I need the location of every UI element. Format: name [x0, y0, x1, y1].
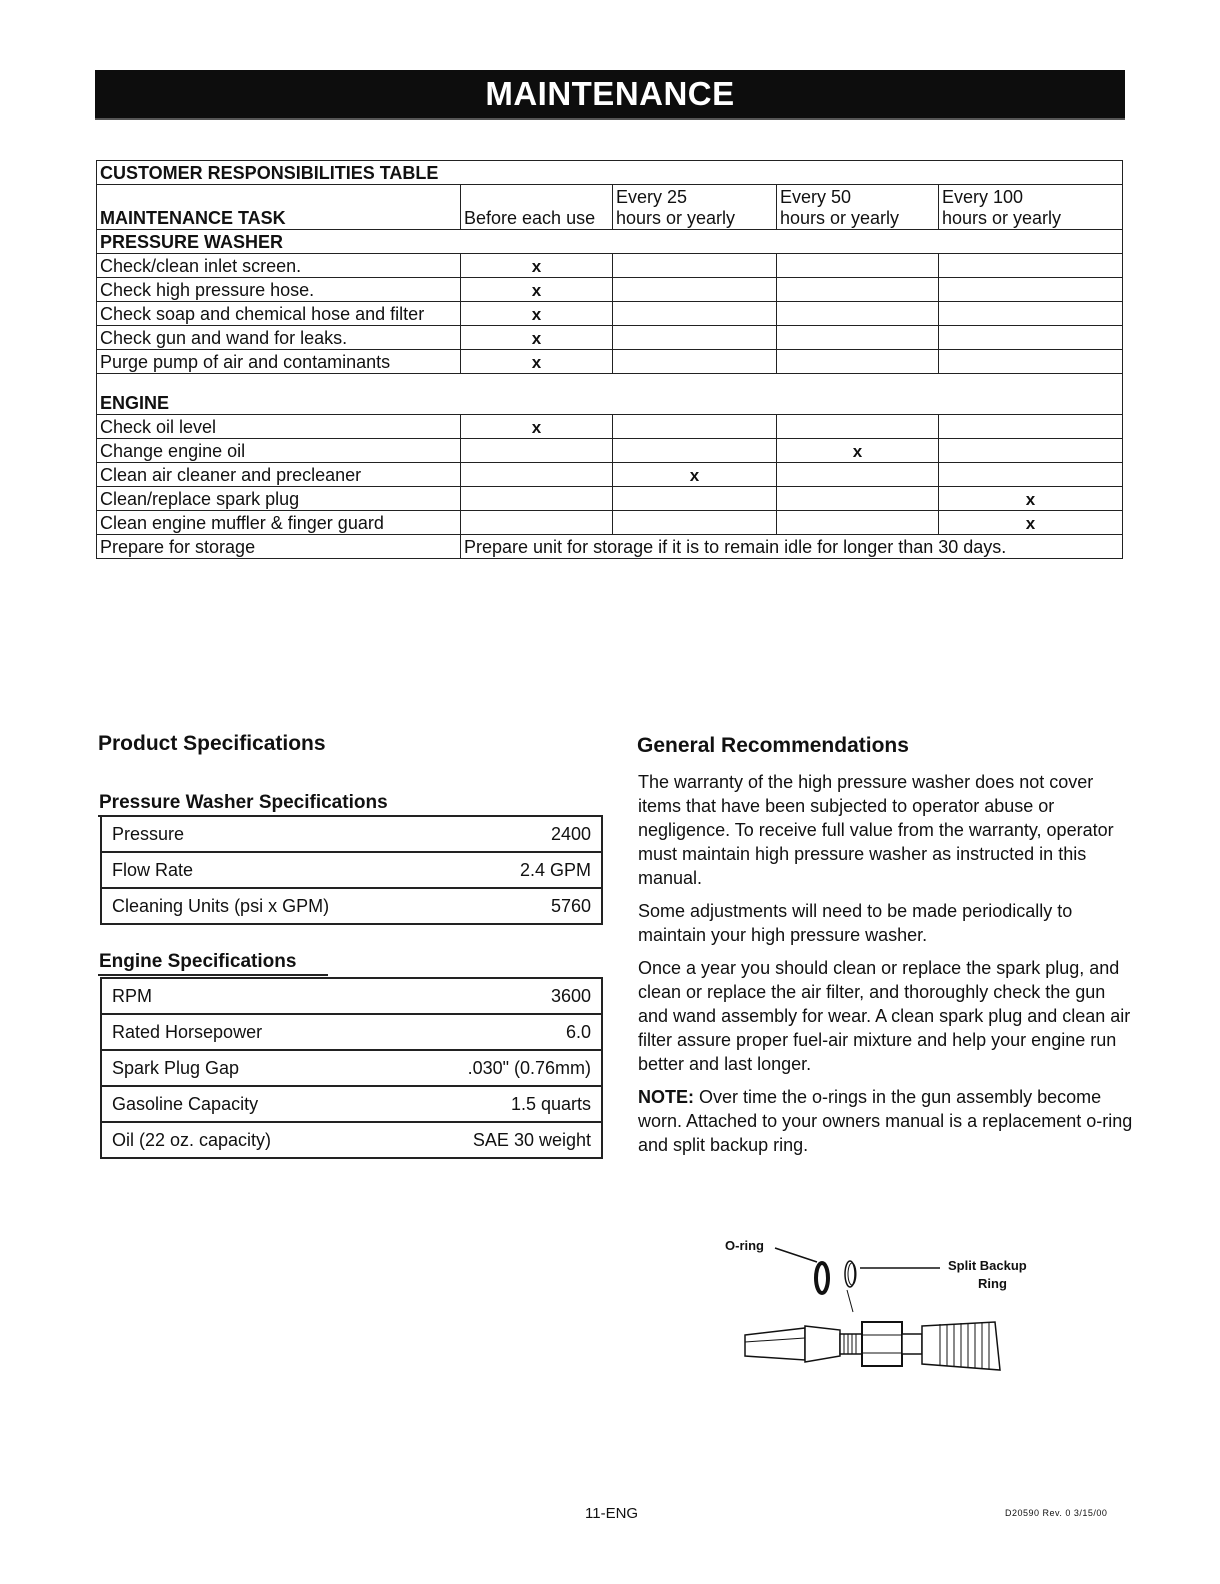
table-row: Spark Plug Gap .030" (0.76mm) [101, 1050, 602, 1086]
check-mark: x [777, 439, 939, 463]
check-mark: x [613, 463, 777, 487]
storage-note: Prepare unit for storage if it is to remain idle for longer than 30 days. [461, 535, 1123, 559]
col-100-header: Every 100 hours or yearly [939, 185, 1123, 230]
oring-label: O-ring [725, 1238, 764, 1253]
engine-specs-heading: Engine Specifications [99, 951, 297, 972]
paragraph-note: NOTE: Over time the o-rings in the gun assembly become worn. Attached to your owners manual is a replacement o-ring and split backup ring. [638, 1087, 1133, 1155]
table-row: Gasoline Capacity 1.5 quarts [101, 1086, 602, 1122]
table-row: Cleaning Units (psi x GPM) 5760 [101, 888, 602, 924]
check-mark: x [939, 487, 1123, 511]
col-task-header: MAINTENANCE TASK [97, 185, 461, 230]
washer-specs-table [100, 815, 603, 925]
table-row: Check high pressure hose. x [97, 278, 1123, 302]
col-25-header: Every 25 hours or yearly [613, 185, 777, 230]
product-specifications-heading: Product Specifications [98, 732, 326, 755]
table-row: Clean engine muffler & finger guard x [97, 511, 1123, 535]
check-mark: x [461, 350, 613, 374]
paragraph-warranty: The warranty of the high pressure washer does not cover items that have been subjected to operator abuse or negligence. To receive full value from the warranty, operator must maintain high pressure washer as instructed in this manual. [638, 772, 1114, 888]
col-50-header: Every 50 hours or yearly [777, 185, 939, 230]
engine-heading-rule [98, 974, 328, 976]
check-mark: x [461, 415, 613, 439]
washer-specs-heading: Pressure Washer Specifications [99, 792, 388, 813]
table-row: RPM 3600 [101, 978, 602, 1014]
gun-assembly-illustration [725, 1230, 1055, 1380]
section-pressure-washer: PRESSURE WASHER [97, 230, 1123, 254]
table-row: Flow Rate 2.4 GPM [101, 852, 602, 888]
table-row: Prepare for storage Prepare unit for storage if it is to remain idle for longer than 30 days. [97, 535, 1123, 559]
col-before-header: Before each use [461, 185, 613, 230]
general-recommendations-body [638, 770, 1138, 1166]
table-row: Oil (22 oz. capacity) SAE 30 weight [101, 1122, 602, 1158]
check-mark: x [939, 511, 1123, 535]
page-number: 11-ENG [585, 1505, 639, 1522]
paragraph-annual: Once a year you should clean or replace the spark plug, and clean or replace the air filter, and thoroughly check the gun and wand assembly for wear. A clean spark plug and clean air filter assure proper fuel-air mixture and help your engine run better and last longer. [638, 958, 1131, 1074]
section-engine: ENGINE [97, 374, 1123, 415]
document-code: D20590 Rev. 0 3/15/00 [1005, 1508, 1108, 1518]
engine-specs-table [100, 977, 603, 1159]
table-row: Check/clean inlet screen. x [97, 254, 1123, 278]
table-row: Pressure 2400 [101, 816, 602, 852]
banner-rule [95, 118, 1125, 120]
split-backup-label-line1: Split Backup [948, 1258, 1027, 1273]
oring-diagram [725, 1230, 1055, 1380]
table-row: Change engine oil x [97, 439, 1123, 463]
general-recommendations-heading: General Recommendations [637, 734, 909, 757]
check-mark: x [461, 254, 613, 278]
table-row: Check oil level x [97, 415, 1123, 439]
table-row: Check soap and chemical hose and filter x [97, 302, 1123, 326]
table-row: Clean/replace spark plug x [97, 487, 1123, 511]
page-banner: MAINTENANCE [95, 70, 1125, 118]
check-mark: x [461, 326, 613, 350]
check-mark: x [461, 302, 613, 326]
table-title: CUSTOMER RESPONSIBILITIES TABLE [97, 161, 1123, 185]
check-mark: x [461, 278, 613, 302]
split-backup-label-line2: Ring [978, 1276, 1007, 1291]
paragraph-adjustments: Some adjustments will need to be made periodically to maintain your high pressure washer. [638, 901, 1073, 945]
table-row: Rated Horsepower 6.0 [101, 1014, 602, 1050]
customer-responsibilities-table [96, 160, 1123, 559]
table-row: Purge pump of air and contaminants x [97, 350, 1123, 374]
table-row: Check gun and wand for leaks. x [97, 326, 1123, 350]
table-row: Clean air cleaner and precleaner x [97, 463, 1123, 487]
